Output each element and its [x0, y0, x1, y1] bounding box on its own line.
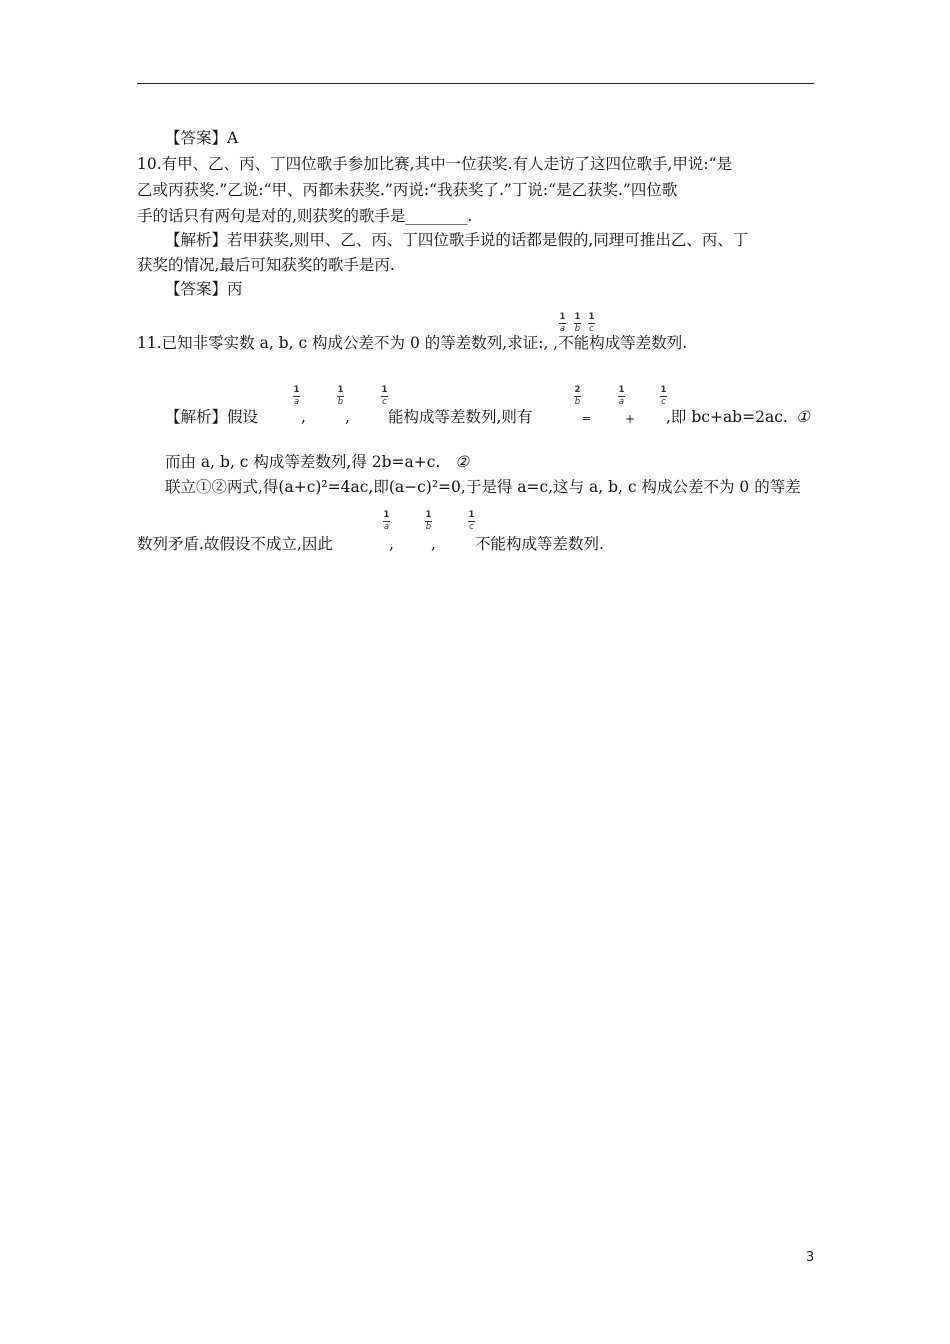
q11-line-4-start: 数列矛盾.故假设不成立,因此: [137, 535, 333, 553]
q10-analysis-2: 获奖的情况,最后可知获奖的歌手是丙.: [137, 256, 395, 274]
q11-line-2: 而由 a, b, c 构成等差数列,得 2b=a+c. ②: [165, 453, 470, 471]
circle-marker-1: ①: [796, 408, 810, 426]
header-rule: [137, 83, 814, 84]
q10-line-1: 10.有甲、乙、丙、丁四位歌手参加比赛,其中一位获奖.有人走访了这四位歌手,甲说:“是: [137, 155, 733, 173]
page-number: 3: [806, 1250, 815, 1265]
q10-line-3: 手的话只有两句是对的,则获奖的歌手是________.: [137, 207, 473, 225]
q9-answer: 【答案】A: [165, 129, 239, 147]
q11-analysis-middle: 能构成等差数列,则有: [388, 408, 533, 426]
fraction-1-over-b: 1 b: [425, 510, 432, 532]
q11-stem: [137, 334, 687, 352]
fraction-1-over-a: 1 a: [383, 510, 390, 532]
q11-line-4-end: 不能构成等差数列.: [475, 535, 604, 553]
fraction-1-over-b: 1 b: [574, 312, 581, 334]
q10-line-2: 乙或丙获奖.”乙说:“甲、丙都未获奖.”丙说:“我获奖了.”丁说:“是乙获奖.”四位歌: [137, 181, 678, 199]
q11-analysis-conclusion: ,即 bc+ab=2ac.: [666, 408, 788, 426]
fraction-1-over-c: 1 c: [381, 385, 388, 407]
fraction-1-over-a: 1 a: [293, 385, 300, 407]
equals-sign: =: [582, 412, 592, 425]
fraction-1-over-b: 1 b: [337, 385, 344, 407]
q11-stem-end: 不能构成等差数列.: [558, 334, 688, 352]
q11-line-3: 联立①②两式,得(a+c)²=4ac,即(a−c)²=0,于是得 a=c,这与 a, b, c 构成公差不为 0 的等差: [165, 478, 801, 496]
plus-sign: +: [625, 412, 636, 426]
circle-marker-2: ②: [455, 453, 470, 471]
comma: ,: [431, 535, 436, 553]
fraction-1-over-a: 1 a: [559, 312, 566, 334]
comma: ,: [389, 535, 394, 553]
fraction-1-over-c: 1 c: [660, 385, 667, 407]
q10-analysis-1: 【解析】若甲获奖,则甲、乙、丙、丁四位歌手说的话都是假的,同理可推出乙、丙、丁: [165, 231, 749, 249]
fraction-1-over-c: 1 c: [588, 312, 595, 334]
comma: ,: [345, 408, 350, 426]
q10-answer: 【答案】丙: [165, 280, 243, 298]
comma: ,: [301, 408, 306, 426]
fraction-2-over-b: 2 b: [574, 385, 581, 407]
q11-stem-text: 11.已知非零实数 a, b, c 构成公差不为 0 的等差数列,求证:: [137, 334, 544, 352]
fraction-1-over-a: 1 a: [618, 385, 625, 407]
q11-analysis-start: 【解析】假设: [165, 408, 259, 426]
fraction-1-over-c: 1 c: [468, 510, 475, 532]
q11-stem-commas: , ,: [543, 334, 559, 352]
